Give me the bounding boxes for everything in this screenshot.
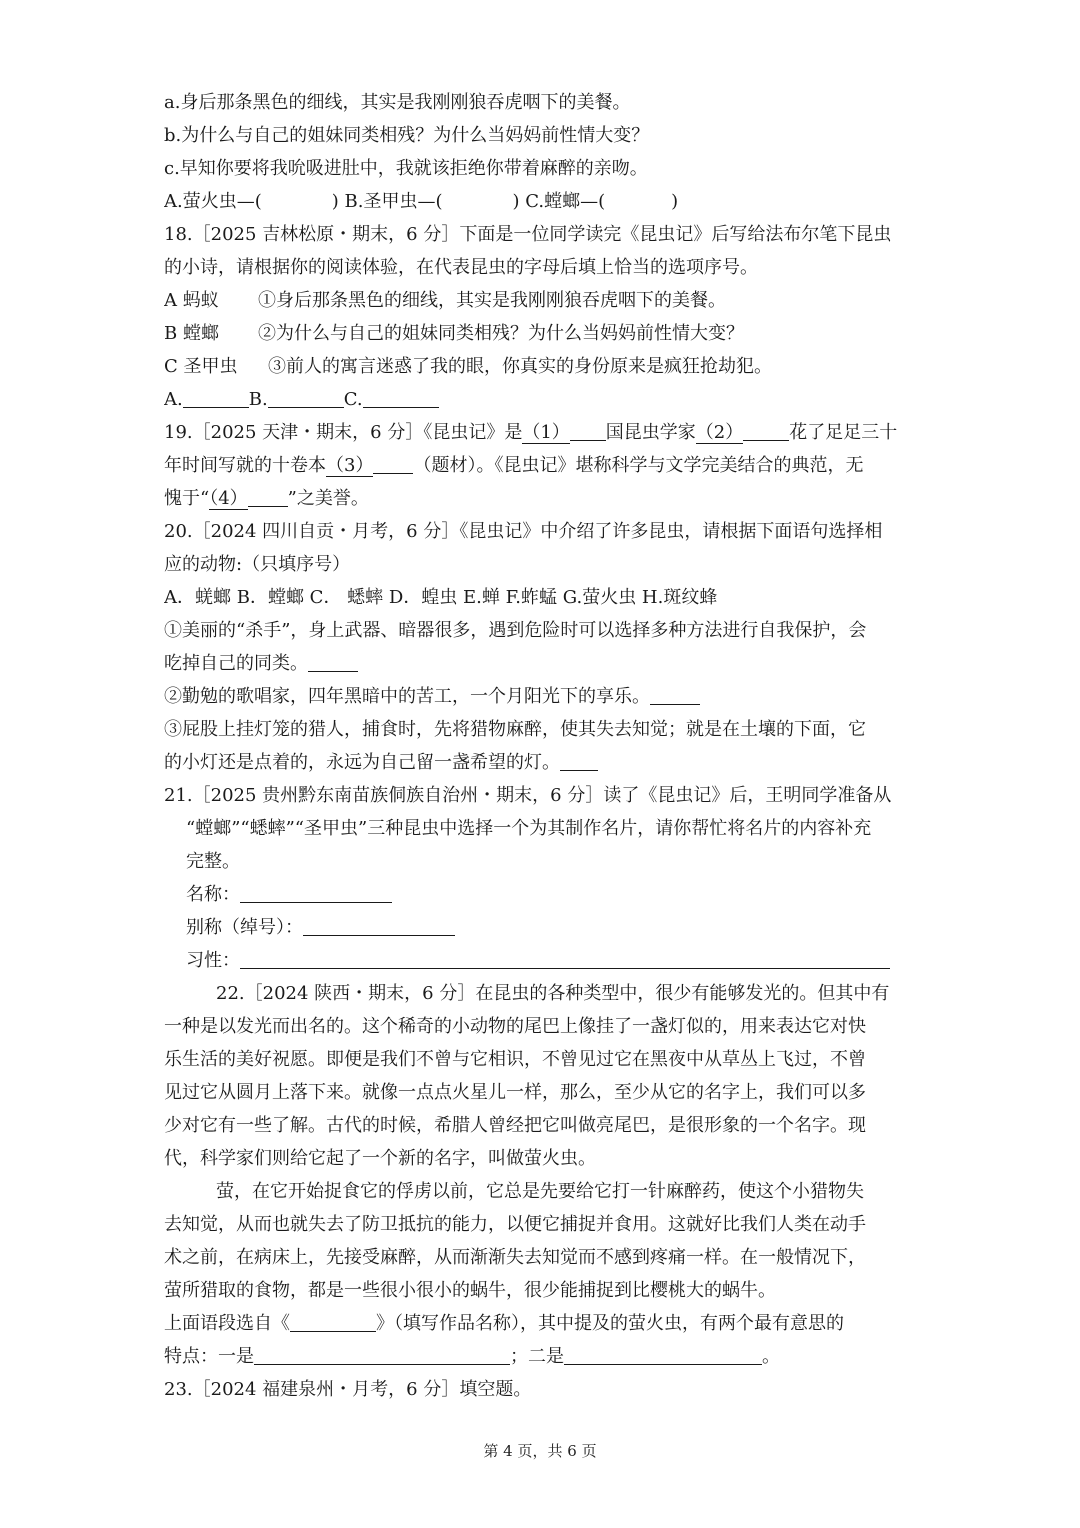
q21-stem-line2: “螳螂”“蟋蟀”“圣甲虫”三种昆虫中选择一个为其制作名片，请你帮忙将名片的内容补充 xyxy=(186,818,872,839)
q21-habit-blank[interactable] xyxy=(240,948,890,969)
q21-name-row xyxy=(164,878,908,911)
q21-stem-line1: 21.［2025 贵州黔东南苗族侗族自治州・期末，6 分］读了《昆虫记》后，王明同学准备从 xyxy=(164,785,892,806)
q21-alias-row xyxy=(164,911,908,944)
q17-option-c: c.早知你要将我吮吸进肚中，我就该拒绝你带着麻醉的亲吻。 xyxy=(164,158,648,179)
q22-question-text: ；二是 xyxy=(510,1346,564,1367)
q17-answer-end: ) xyxy=(671,191,679,212)
q22-para2-line4: 萤所猎取的食物，都是一些很小很小的蜗牛，很少能捕捉到比樱桃大的蜗牛。 xyxy=(164,1280,776,1301)
q17-option-a: a.身后那条黑色的细线，其实是我刚刚狼吞虎咽下的美餐。 xyxy=(164,92,631,113)
q21-habit-row xyxy=(164,944,908,977)
q22-para1-line1: 22.［2024 陕西・期末，6 分］在昆虫的各种类型中，很少有能够发光的。但其中有 xyxy=(216,983,890,1004)
q22-question-text: 》（填写作品名称），其中提及的萤火虫，有两个最有意思的 xyxy=(376,1313,844,1334)
q20-item1-blank[interactable] xyxy=(308,651,358,672)
q20-item2-blank[interactable] xyxy=(650,684,700,705)
q18-row-c xyxy=(164,350,908,383)
page-footer: 第 4 页，共 6 页 xyxy=(483,1442,597,1460)
q20-item3-blank[interactable] xyxy=(560,750,598,771)
q18-key-a: A 蚂蚁 xyxy=(164,290,219,311)
q18-answer-a-label: A. xyxy=(164,389,183,410)
q21-alias-blank[interactable] xyxy=(303,915,455,936)
q18-value-3: ③前人的寓言迷惑了我的眼，你真实的身份原来是疯狂抢劫犯。 xyxy=(268,356,772,377)
q18-stem-line2: 的小诗，请根据你的阅读体验，在代表昆虫的字母后填上恰当的选项序号。 xyxy=(164,257,758,278)
q22-para2-line2: 去知觉，从而也就失去了防卫抵抗的能力，以便它捕捉并食用。这就好比我们人类在动手 xyxy=(164,1214,866,1235)
q18-row-b xyxy=(164,317,908,350)
q22-para1-line2: 一种是以发光而出名的。这个稀奇的小动物的尾巴上像挂了一盏灯似的，用来表达它对快 xyxy=(164,1016,866,1037)
q19-text: 年时间写就的十卷本 xyxy=(164,455,326,476)
q19-text: （题材）。《昆虫记》堪称科学与文学完美结合的典范，无 xyxy=(413,455,864,476)
q21-alias-label: 别称（绰号）： xyxy=(186,917,303,938)
q22-question-text: 。 xyxy=(762,1346,780,1367)
q22-para1-line5: 少对它有一些了解。古代的时候，希腊人曾经把它叫做亮尾巴，是很形象的一个名字。现 xyxy=(164,1115,866,1136)
q17-answer-b-label: ) B.圣甲虫—( xyxy=(331,191,443,212)
q21-stem-line3: 完整。 xyxy=(186,851,240,872)
q22-question-line2 xyxy=(164,1340,908,1373)
q19-blank-4[interactable]: （4） xyxy=(209,488,248,509)
q20-stem-line1: 20.［2024 四川自贡・月考，6 分］《昆虫记》中介绍了许多昆虫，请根据下面语句选择相 xyxy=(164,521,883,542)
q22-question-text: 上面语段选自《 xyxy=(164,1313,290,1334)
q20-item3-line2 xyxy=(164,746,908,779)
q22-feature1-blank[interactable] xyxy=(254,1344,510,1365)
q20-item1-line2 xyxy=(164,647,908,680)
q19-text: 花了足足三十 xyxy=(789,422,898,443)
q22-para2-line3: 术之前，在病床上，先接受麻醉，从而渐渐失去知觉而不感到疼痛一样。在一般情况下， xyxy=(164,1247,866,1268)
q18-stem-line1: 18.［2025 吉林松原・期末，6 分］下面是一位同学读完《昆虫记》后写给法布尔笔下昆虫 xyxy=(164,224,892,245)
q18-row-a xyxy=(164,284,908,317)
q20-item1-text: 吃掉自己的同类。 xyxy=(164,653,308,674)
q22-work-title-blank[interactable] xyxy=(290,1311,376,1332)
q21-name-label: 名称： xyxy=(186,884,240,905)
q19-text: 国昆虫学家 xyxy=(605,422,696,443)
q19-blank-2[interactable]: （2） xyxy=(695,422,744,443)
q18-answer-a-blank[interactable] xyxy=(183,387,249,408)
q22-para2-line1: 萤，在它开始捉食它的俘虏以前，它总是先要给它打一针麻醉药，使这个小猎物失 xyxy=(216,1181,864,1202)
q23-stem: 23.［2024 福建泉州・月考，6 分］填空题。 xyxy=(164,1379,532,1400)
q18-value-2: ②为什么与自己的姐妹同类相残？为什么当妈妈前性情大变？ xyxy=(258,323,744,344)
q18-answer-c-blank[interactable] xyxy=(363,387,439,408)
q20-options: A．蜣螂 B．螳螂 C． 蟋蟀 D．蝗虫 E.蝉 F.蚱蜢 G.萤火虫 H.斑纹蜂 xyxy=(164,587,718,608)
q19-text: 愧于“ xyxy=(164,488,210,509)
exam-page xyxy=(164,86,908,1406)
q19-text: ”之美誉。 xyxy=(287,488,369,509)
q18-key-b: B 螳螂 xyxy=(164,323,219,344)
q18-value-1: ①身后那条黑色的细线，其实是我刚刚狼吞虎咽下的美餐。 xyxy=(258,290,726,311)
q17-answer-a-label: A.萤火虫—( xyxy=(164,191,262,212)
q20-stem-line2: 应的动物:（只填序号） xyxy=(164,554,351,575)
q22-question-text: 特点：一是 xyxy=(164,1346,254,1367)
q20-item2-text: ②勤勉的歌唱家，四年黑暗中的苦工，一个月阳光下的享乐。 xyxy=(164,686,650,707)
q17-option-b: b.为什么与自己的姐妹同类相残？为什么当妈妈前性情大变？ xyxy=(164,125,650,146)
q22-para1-line3: 乐生活的美好祝愿。即便是我们不曾与它相识，不曾见过它在黑夜中从草丛上飞过，不曾 xyxy=(164,1049,866,1070)
q18-answer-b-blank[interactable] xyxy=(268,387,344,408)
q22-feature2-blank[interactable] xyxy=(564,1344,762,1365)
q18-answer-c-label: C. xyxy=(343,389,363,410)
q20-item3-line1: ③屁股上挂灯笼的猎人，捕食时，先将猎物麻醉，使其失去知觉；就是在土壤的下面，它 xyxy=(164,719,866,740)
q17-answers xyxy=(164,185,908,218)
q19-line3 xyxy=(164,482,908,515)
q19-text: 19.［2025 天津・期末，6 分］《昆虫记》是 xyxy=(164,422,523,443)
q19-line2 xyxy=(164,449,908,482)
q21-name-blank[interactable] xyxy=(240,882,392,903)
q20-item2 xyxy=(164,680,908,713)
q18-answer-b-label: B. xyxy=(248,389,268,410)
q21-habit-label: 习性： xyxy=(186,950,240,971)
q17-answer-c-label: ) C.螳螂—( xyxy=(512,191,606,212)
q22-para1-line4: 见过它从圆月上落下来。就像一点点火星儿一样，那么，至少从它的名字上，我们可以多 xyxy=(164,1082,866,1103)
q20-item1-line1: ①美丽的“杀手”，身上武器、暗器很多，遇到危险时可以选择多种方法进行自我保护，会 xyxy=(164,620,867,641)
q22-question-line1 xyxy=(164,1307,908,1340)
q19-blank-1[interactable]: （1） xyxy=(522,422,570,443)
q19-blank-3[interactable]: （3） xyxy=(326,455,374,476)
q19-line1 xyxy=(164,416,908,449)
q18-answers xyxy=(164,383,908,416)
q18-key-c: C 圣甲虫 xyxy=(164,356,238,377)
q22-para1-line6: 代，科学家们则给它起了一个新的名字，叫做萤火虫。 xyxy=(164,1148,596,1169)
q20-item3-text: 的小灯还是点着的，永远为自己留一盏希望的灯。 xyxy=(164,752,560,773)
